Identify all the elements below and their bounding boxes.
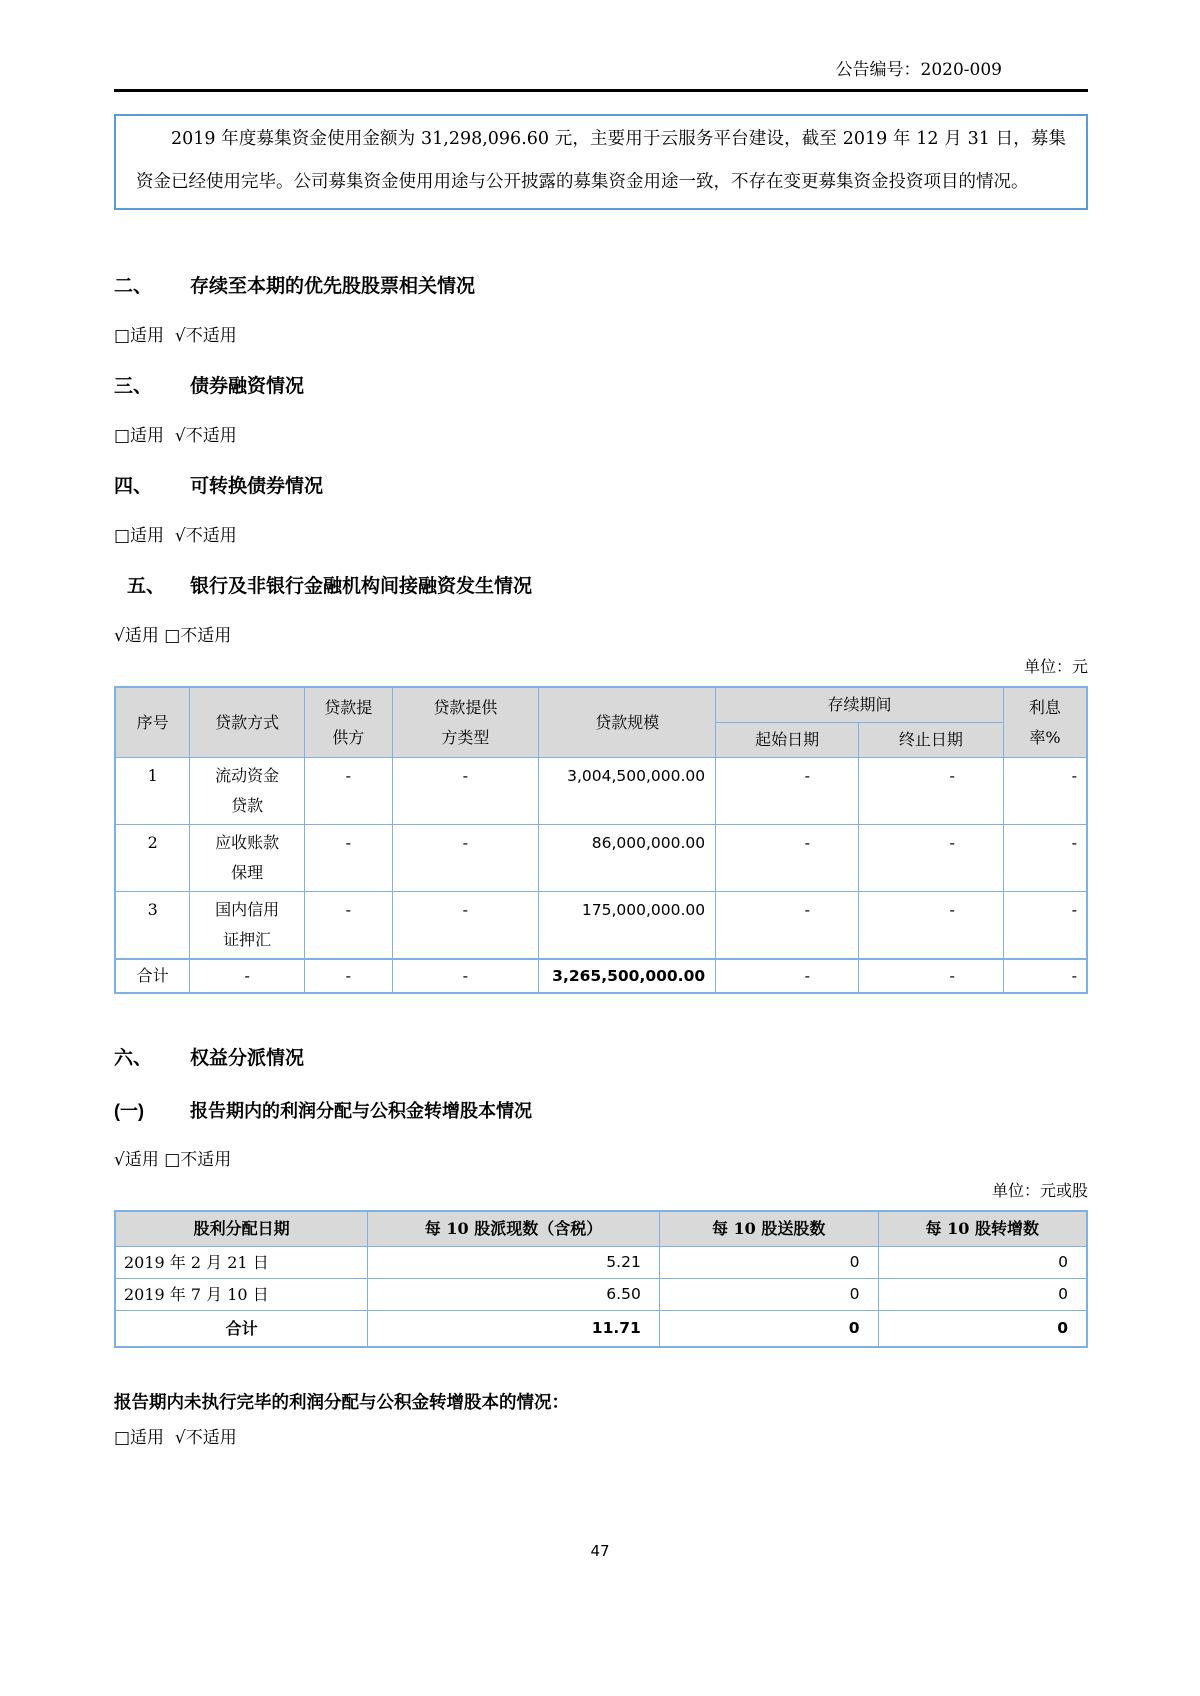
cell-dividend-date: 2019 年 7 月 10 日 (115, 1279, 368, 1311)
col-header-end-date: 终止日期 (859, 723, 1004, 758)
cell-provider: - (305, 758, 392, 825)
cell-loan-method: - (190, 959, 305, 993)
pending-distribution-title: 报告期内未执行完毕的利润分配与公积金转增股本的情况： (114, 1392, 569, 1412)
dividend-table-row-2 (115, 1279, 1087, 1311)
section-3-applicability: □适用 √不适用 (114, 426, 237, 446)
cell-interest-rate: - (1003, 758, 1087, 825)
section-3-title: 债券融资情况 (190, 376, 305, 397)
section-6-1-number: (一) (114, 1101, 144, 1121)
cell-total-cash: 11.71 (368, 1311, 660, 1348)
cell-loan-method: 流动资金贷款 (190, 758, 305, 825)
col-header-duration: 存续期间 (716, 687, 1004, 723)
col-header-bonus-shares-per-10: 每 10 股送股数 (659, 1211, 878, 1247)
section-5-title: 银行及非银行金融机构间接融资发生情况 (190, 576, 533, 597)
section-4-title: 可转换债券情况 (190, 476, 324, 497)
cell-cash-per-10: 6.50 (368, 1279, 660, 1311)
col-header-interest-rate: 利息率% (1003, 687, 1087, 758)
section-6-title: 权益分派情况 (190, 1048, 305, 1069)
header-rule (114, 89, 1088, 92)
col-header-loan-method: 贷款方式 (190, 687, 305, 758)
cell-cash-per-10: 5.21 (368, 1247, 660, 1279)
section-6-heading (114, 1046, 1088, 1072)
cell-start-date: - (716, 758, 859, 825)
cell-interest-rate: - (1003, 959, 1087, 993)
section-6-number: 六、 (114, 1048, 153, 1069)
cell-start-date: - (716, 892, 859, 960)
fund-usage-summary-box (114, 114, 1088, 210)
cell-total-label: 合计 (115, 959, 190, 993)
cell-provider: - (305, 825, 392, 892)
fund-usage-summary-text: 2019 年度募集资金使用金额为 31,298,096.60 元，主要用于云服务平台建设，截至 2019 年 12 月 31 日，募集资金已经使用完毕。公司募集资金使用用途与公开披露的募集资金用途一致，不存在变更募集资金投资项目的情况。 (136, 129, 1066, 192)
section-4-number: 四、 (114, 476, 153, 497)
col-header-loan-scale: 贷款规模 (539, 687, 716, 758)
section-2-applicability: □适用 √不适用 (114, 326, 237, 346)
section-6-1-heading (114, 1098, 1088, 1124)
cell-seq: 1 (115, 758, 190, 825)
cell-start-date: - (716, 825, 859, 892)
cell-loan-method: 应收账款保理 (190, 825, 305, 892)
section-2-number: 二、 (114, 276, 153, 297)
cell-conversion-per-10: 0 (878, 1279, 1087, 1311)
dividend-table-total-row (115, 1311, 1087, 1348)
loan-table-row-1 (115, 758, 1087, 825)
section-5-applicability: √适用 □不适用 (114, 626, 232, 646)
cell-provider-type: - (392, 758, 539, 825)
cell-loan-scale: 175,000,000.00 (539, 892, 716, 960)
cell-total-bonus: 0 (659, 1311, 878, 1348)
cell-end-date: - (859, 959, 1004, 993)
cell-provider-type: - (392, 825, 539, 892)
cell-bonus-per-10: 0 (659, 1279, 878, 1311)
section-4-heading (114, 474, 1088, 500)
cell-provider: - (305, 959, 392, 993)
loan-table-row-3 (115, 892, 1087, 960)
page-number: 47 (590, 1542, 610, 1560)
cell-conversion-per-10: 0 (878, 1247, 1087, 1279)
cell-total-label: 合计 (115, 1311, 368, 1348)
loan-table-row-2 (115, 825, 1087, 892)
cell-total-loan-scale: 3,265,500,000.00 (539, 959, 716, 993)
section-4-applicability: □适用 √不适用 (114, 526, 237, 546)
announcement-number: 公告编号：2020-009 (835, 60, 1002, 80)
cell-seq: 3 (115, 892, 190, 960)
cell-interest-rate: - (1003, 825, 1087, 892)
cell-loan-scale: 86,000,000.00 (539, 825, 716, 892)
col-header-seq: 序号 (115, 687, 190, 758)
cell-bonus-per-10: 0 (659, 1247, 878, 1279)
col-header-loan-provider: 贷款提供方 (305, 687, 392, 758)
dividend-table-row-1 (115, 1247, 1087, 1279)
section-5-heading (114, 574, 1088, 600)
cell-dividend-date: 2019 年 2 月 21 日 (115, 1247, 368, 1279)
loan-table-total-row (115, 959, 1087, 993)
cell-total-conversion: 0 (878, 1311, 1087, 1348)
col-header-conversion-per-10: 每 10 股转增数 (878, 1211, 1087, 1247)
cell-end-date: - (859, 892, 1004, 960)
cell-loan-method: 国内信用证押汇 (190, 892, 305, 960)
col-header-start-date: 起始日期 (716, 723, 859, 758)
loan-table-unit-label: 单位：元 (1023, 657, 1088, 676)
cell-interest-rate: - (1003, 892, 1087, 960)
section-3-number: 三、 (114, 376, 153, 397)
cell-loan-scale: 3,004,500,000.00 (539, 758, 716, 825)
loan-table-header-row-1 (115, 687, 1087, 723)
section-6-1-title: 报告期内的利润分配与公积金转增股本情况 (190, 1101, 532, 1121)
col-header-dividend-date: 股利分配日期 (115, 1211, 368, 1247)
section-5-number: 五、 (127, 576, 166, 597)
indirect-financing-table (114, 686, 1088, 994)
cell-end-date: - (859, 825, 1004, 892)
cell-end-date: - (859, 758, 1004, 825)
cell-provider: - (305, 892, 392, 960)
cell-provider-type: - (392, 892, 539, 960)
col-header-provider-type: 贷款提供方类型 (392, 687, 539, 758)
cell-start-date: - (716, 959, 859, 993)
pending-distribution-applicability: □适用 √不适用 (114, 1428, 237, 1448)
dividend-distribution-table (114, 1210, 1088, 1348)
section-2-title: 存续至本期的优先股股票相关情况 (190, 276, 476, 297)
section-2-heading (114, 274, 1088, 300)
section-6-1-applicability: √适用 □不适用 (114, 1150, 232, 1170)
dividend-table-unit-label: 单位：元或股 (991, 1181, 1088, 1200)
col-header-cash-per-10-shares: 每 10 股派现数（含税） (368, 1211, 660, 1247)
dividend-table-header-row (115, 1211, 1087, 1247)
section-3-heading (114, 374, 1088, 400)
cell-provider-type: - (392, 959, 539, 993)
cell-seq: 2 (115, 825, 190, 892)
